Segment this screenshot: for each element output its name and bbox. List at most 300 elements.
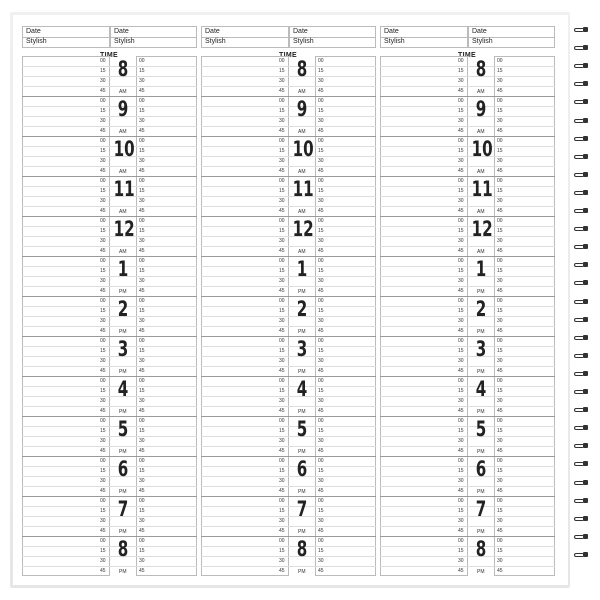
am-pm-label: PM [119,289,127,295]
minute-label-left: 45 [100,568,106,574]
minute-label-left: 15 [458,348,464,354]
slot-divider [380,146,555,147]
hour-divider [380,176,555,177]
slot-divider [201,446,376,447]
minute-label-left: 00 [458,538,464,544]
minute-label-left: 00 [279,458,285,464]
hour-divider [201,296,376,297]
minute-label-right: 00 [497,538,503,544]
minute-label-right: 15 [318,228,324,234]
minute-label-left: 30 [458,478,464,484]
minute-label-left: 30 [279,158,285,164]
am-pm-label: PM [298,329,306,335]
hour-number: 11 [471,177,493,201]
slot-divider [201,526,376,527]
minute-label-left: 45 [458,208,464,214]
minute-label-right: 00 [318,58,324,64]
spiral-binding-coil-icon [574,27,588,33]
slot-divider [380,476,555,477]
hour-divider [201,496,376,497]
minute-label-right: 15 [139,148,145,154]
spiral-binding-coil-icon [574,552,588,558]
minute-label-left: 30 [279,198,285,204]
am-pm-label: PM [477,489,485,495]
spiral-binding-coil-icon [574,299,588,305]
minute-label-right: 00 [139,258,145,264]
minute-label-right: 45 [318,568,324,574]
slot-divider [22,386,197,387]
minute-label-left: 00 [458,338,464,344]
minute-label-right: 45 [318,168,324,174]
minute-label-right: 30 [139,278,145,284]
slot-divider [22,126,197,127]
minute-label-right: 45 [497,248,503,254]
slot-divider [380,426,555,427]
minute-label-left: 15 [279,468,285,474]
minute-label-right: 45 [318,128,324,134]
spiral-binding-coil-icon [574,136,588,142]
hour-divider [201,136,376,137]
spiral-binding-coil-icon [574,226,588,232]
minute-label-right: 30 [497,198,503,204]
coil-tip [583,299,588,304]
minute-label-left: 45 [458,88,464,94]
slot-divider [201,516,376,517]
hour-divider [22,416,197,417]
minute-label-right: 45 [318,528,324,534]
minute-label-left: 00 [279,98,285,104]
minute-label-left: 15 [458,468,464,474]
coil-tip [583,190,588,195]
slot-divider [22,106,197,107]
minute-label-right: 00 [318,258,324,264]
slot-divider [201,76,376,77]
slot-divider [380,76,555,77]
slot-divider [201,266,376,267]
minute-label-right: 00 [139,538,145,544]
minute-label-right: 15 [139,308,145,314]
minute-label-right: 15 [497,388,503,394]
coil-tip [583,63,588,68]
hour-number: 6 [475,457,487,481]
slot-divider [380,466,555,467]
minute-label-right: 00 [318,218,324,224]
minute-label-right: 00 [497,378,503,384]
hour-divider [22,336,197,337]
minute-label-left: 30 [458,78,464,84]
slot-divider [22,326,197,327]
minute-label-right: 00 [318,498,324,504]
spiral-binding-coil-icon [574,280,588,286]
coil-tip [583,371,588,376]
slot-divider [380,66,555,67]
slot-divider [22,566,197,567]
minute-label-left: 45 [279,448,285,454]
am-pm-label: PM [477,329,485,335]
minute-label-right: 45 [139,88,145,94]
slot-divider [201,276,376,277]
am-pm-label: PM [298,409,306,415]
minute-label-left: 15 [100,468,106,474]
hour-divider [380,456,555,457]
hour-number: 7 [475,497,487,521]
spiral-binding-coil-icon [574,81,588,87]
minute-label-left: 15 [279,108,285,114]
minute-label-right: 45 [139,208,145,214]
date-stylish-left-box[interactable] [380,26,468,48]
minute-label-right: 30 [318,438,324,444]
coil-tip [583,443,588,448]
minute-label-right: 30 [497,158,503,164]
slot-divider [380,266,555,267]
spiral-binding-coil-icon [574,317,588,323]
slot-divider [201,476,376,477]
am-pm-label: PM [119,529,127,535]
minute-label-right: 30 [139,438,145,444]
spiral-binding-coil-icon [574,154,588,160]
spiral-binding-coil-icon [574,425,588,431]
minute-label-right: 45 [497,408,503,414]
hour-divider [22,456,197,457]
minute-label-right: 45 [497,88,503,94]
am-pm-label: AM [119,129,127,135]
minute-label-left: 00 [458,258,464,264]
slot-divider [22,446,197,447]
spiral-binding-coil-icon [574,407,588,413]
hour-number: 1 [117,257,129,281]
slot-divider [380,446,555,447]
slot-divider [380,356,555,357]
stylish-label: Stylish [26,38,47,45]
am-pm-label: AM [298,89,306,95]
minute-label-right: 15 [497,428,503,434]
minute-label-left: 30 [100,438,106,444]
minute-label-left: 15 [279,268,285,274]
am-pm-label: PM [119,489,127,495]
minute-label-left: 15 [279,348,285,354]
minute-label-left: 30 [279,398,285,404]
minute-label-left: 45 [279,568,285,574]
minute-label-right: 30 [139,518,145,524]
coil-tip [583,262,588,267]
minute-label-left: 15 [100,308,106,314]
minute-label-left: 30 [279,78,285,84]
hour-divider [380,536,555,537]
hour-number: 5 [296,417,308,441]
coil-tip [583,534,588,539]
minute-label-left: 45 [100,88,106,94]
minute-label-right: 15 [497,148,503,154]
spiral-binding-coil-icon [574,45,588,51]
minute-label-left: 30 [458,398,464,404]
hour-divider [22,136,197,137]
spiral-binding-coil-icon [574,118,588,124]
minute-label-right: 30 [497,318,503,324]
slot-divider [22,76,197,77]
minute-label-left: 45 [458,528,464,534]
slot-divider [201,316,376,317]
am-pm-label: PM [298,449,306,455]
hour-number: 6 [296,457,308,481]
slot-divider [22,556,197,557]
minute-label-left: 45 [279,528,285,534]
minute-label-right: 45 [139,248,145,254]
am-pm-label: AM [119,89,127,95]
hour-divider [380,136,555,137]
am-pm-label: AM [298,209,306,215]
minute-label-left: 45 [279,328,285,334]
minute-label-right: 15 [139,268,145,274]
hour-number: 2 [117,297,129,321]
minute-label-left: 30 [279,358,285,364]
minute-label-right: 15 [139,188,145,194]
minute-label-left: 45 [279,208,285,214]
minute-label-right: 45 [139,168,145,174]
hour-divider [201,256,376,257]
am-pm-label: PM [119,329,127,335]
minute-label-left: 15 [458,388,464,394]
coil-tip [583,498,588,503]
minute-label-right: 15 [318,308,324,314]
minute-label-left: 00 [279,538,285,544]
minute-label-right: 00 [497,98,503,104]
minute-label-left: 15 [279,148,285,154]
minute-label-left: 45 [100,328,106,334]
minute-label-left: 30 [100,78,106,84]
minute-label-left: 45 [279,168,285,174]
hour-number: 1 [296,257,308,281]
slot-divider [22,206,197,207]
minute-label-left: 00 [458,298,464,304]
minute-label-left: 00 [279,218,285,224]
hour-number: 1 [475,257,487,281]
hour-divider [380,216,555,217]
hour-number: 7 [117,497,129,521]
minute-label-right: 15 [139,508,145,514]
slot-divider [201,566,376,567]
minute-label-left: 15 [100,548,106,554]
minute-label-left: 00 [100,538,106,544]
minute-label-right: 45 [318,408,324,414]
minute-label-right: 45 [139,408,145,414]
spiral-binding-coil-icon [574,262,588,268]
am-pm-label: PM [477,529,485,535]
minute-label-right: 15 [139,68,145,74]
hour-divider [22,376,197,377]
am-pm-label: PM [477,409,485,415]
date-stylish-left-box[interactable] [22,26,110,48]
spiral-binding-coil-icon [574,389,588,395]
slot-divider [201,246,376,247]
minute-label-right: 30 [139,478,145,484]
day-column [201,56,376,576]
minute-label-right: 45 [318,328,324,334]
am-pm-label: AM [119,209,127,215]
slot-divider [22,396,197,397]
minute-label-left: 00 [100,418,106,424]
minute-label-right: 45 [497,328,503,334]
slot-divider [380,346,555,347]
minute-label-left: 30 [458,118,464,124]
minute-label-left: 15 [458,308,464,314]
slot-divider [201,126,376,127]
minute-label-left: 30 [458,278,464,284]
day-column [22,56,197,576]
coil-tip [583,280,588,285]
minute-label-left: 15 [100,348,106,354]
minute-label-right: 45 [318,288,324,294]
minute-label-left: 45 [279,128,285,134]
minute-label-right: 45 [497,168,503,174]
slot-divider [201,226,376,227]
minute-label-right: 00 [318,338,324,344]
slot-divider [201,156,376,157]
minute-label-right: 30 [139,238,145,244]
minute-label-left: 00 [100,58,106,64]
minute-label-left: 45 [279,288,285,294]
slot-divider [380,126,555,127]
minute-label-right: 30 [139,318,145,324]
minute-label-right: 30 [318,398,324,404]
minute-label-right: 00 [139,298,145,304]
minute-label-right: 00 [139,178,145,184]
slot-divider [22,526,197,527]
coil-tip [583,317,588,322]
minute-label-left: 30 [100,398,106,404]
hour-number: 12 [471,217,493,241]
slot-divider [22,506,197,507]
hour-number: 4 [475,377,487,401]
minute-label-right: 15 [139,108,145,114]
minute-label-left: 00 [458,218,464,224]
slot-divider [380,486,555,487]
slot-divider [22,356,197,357]
minute-label-left: 15 [100,228,106,234]
date-stylish-right-box[interactable] [110,26,197,48]
minute-label-left: 30 [100,238,106,244]
minute-label-left: 30 [100,358,106,364]
minute-label-right: 45 [497,448,503,454]
slot-divider [22,156,197,157]
slot-divider [201,406,376,407]
slot-divider [201,506,376,507]
slot-divider [380,436,555,437]
hour-number: 3 [296,337,308,361]
minute-label-left: 45 [458,568,464,574]
hour-number: 4 [296,377,308,401]
slot-divider [22,486,197,487]
slot-divider [201,466,376,467]
minute-label-left: 00 [458,498,464,504]
minute-label-left: 00 [458,378,464,384]
minute-label-right: 00 [497,498,503,504]
minute-label-right: 30 [318,558,324,564]
minute-label-right: 30 [318,158,324,164]
minute-label-right: 00 [497,418,503,424]
minute-label-left: 00 [100,298,106,304]
coil-tip [583,45,588,50]
am-pm-label: AM [477,129,485,135]
am-pm-label: PM [477,369,485,375]
minute-label-right: 15 [497,268,503,274]
minute-label-left: 00 [458,58,464,64]
minute-label-right: 00 [318,138,324,144]
minute-label-left: 45 [100,368,106,374]
slot-divider [201,386,376,387]
minute-label-right: 30 [139,358,145,364]
slot-divider [22,226,197,227]
coil-tip [583,516,588,521]
spiral-binding-coil-icon [574,335,588,341]
minute-label-right: 00 [318,98,324,104]
am-pm-label: AM [298,129,306,135]
minute-label-left: 30 [279,438,285,444]
minute-label-left: 30 [100,518,106,524]
minute-label-left: 45 [279,88,285,94]
minute-label-left: 45 [100,128,106,134]
minute-label-right: 30 [497,78,503,84]
date-stylish-right-box[interactable] [289,26,376,48]
minute-label-right: 45 [497,208,503,214]
slot-divider [22,436,197,437]
stylish-label: Stylish [114,38,135,45]
slot-divider [380,196,555,197]
slot-divider [201,326,376,327]
minute-label-left: 45 [458,248,464,254]
slot-divider [201,196,376,197]
minute-label-right: 00 [139,498,145,504]
minute-label-right: 00 [139,338,145,344]
slot-divider [22,286,197,287]
date-stylish-left-box[interactable] [201,26,289,48]
slot-divider [22,476,197,477]
am-pm-label: PM [119,369,127,375]
am-pm-label: AM [298,169,306,175]
minute-label-right: 00 [497,218,503,224]
slot-divider [380,236,555,237]
hour-divider [201,216,376,217]
minute-label-left: 30 [100,318,106,324]
slot-divider [22,116,197,117]
slot-divider [201,366,376,367]
minute-label-left: 30 [279,558,285,564]
spiral-binding-coil-icon [574,534,588,540]
minute-label-right: 45 [318,88,324,94]
minute-label-left: 30 [458,438,464,444]
minute-label-right: 30 [497,518,503,524]
slot-divider [201,436,376,437]
minute-label-left: 00 [458,138,464,144]
hour-number: 2 [475,297,487,321]
hour-divider [380,256,555,257]
minute-label-right: 15 [497,108,503,114]
minute-label-right: 00 [139,58,145,64]
minute-label-left: 15 [458,428,464,434]
minute-label-left: 00 [458,98,464,104]
minute-label-left: 30 [458,238,464,244]
minute-label-right: 45 [497,528,503,534]
am-pm-label: AM [477,209,485,215]
minute-label-left: 45 [100,408,106,414]
am-pm-label: PM [298,289,306,295]
date-stylish-right-box[interactable] [468,26,555,48]
minute-label-right: 15 [318,188,324,194]
minute-label-left: 15 [458,148,464,154]
stylish-label: Stylish [293,38,314,45]
coil-tip [583,425,588,430]
minute-label-right: 30 [497,118,503,124]
hour-divider [380,96,555,97]
